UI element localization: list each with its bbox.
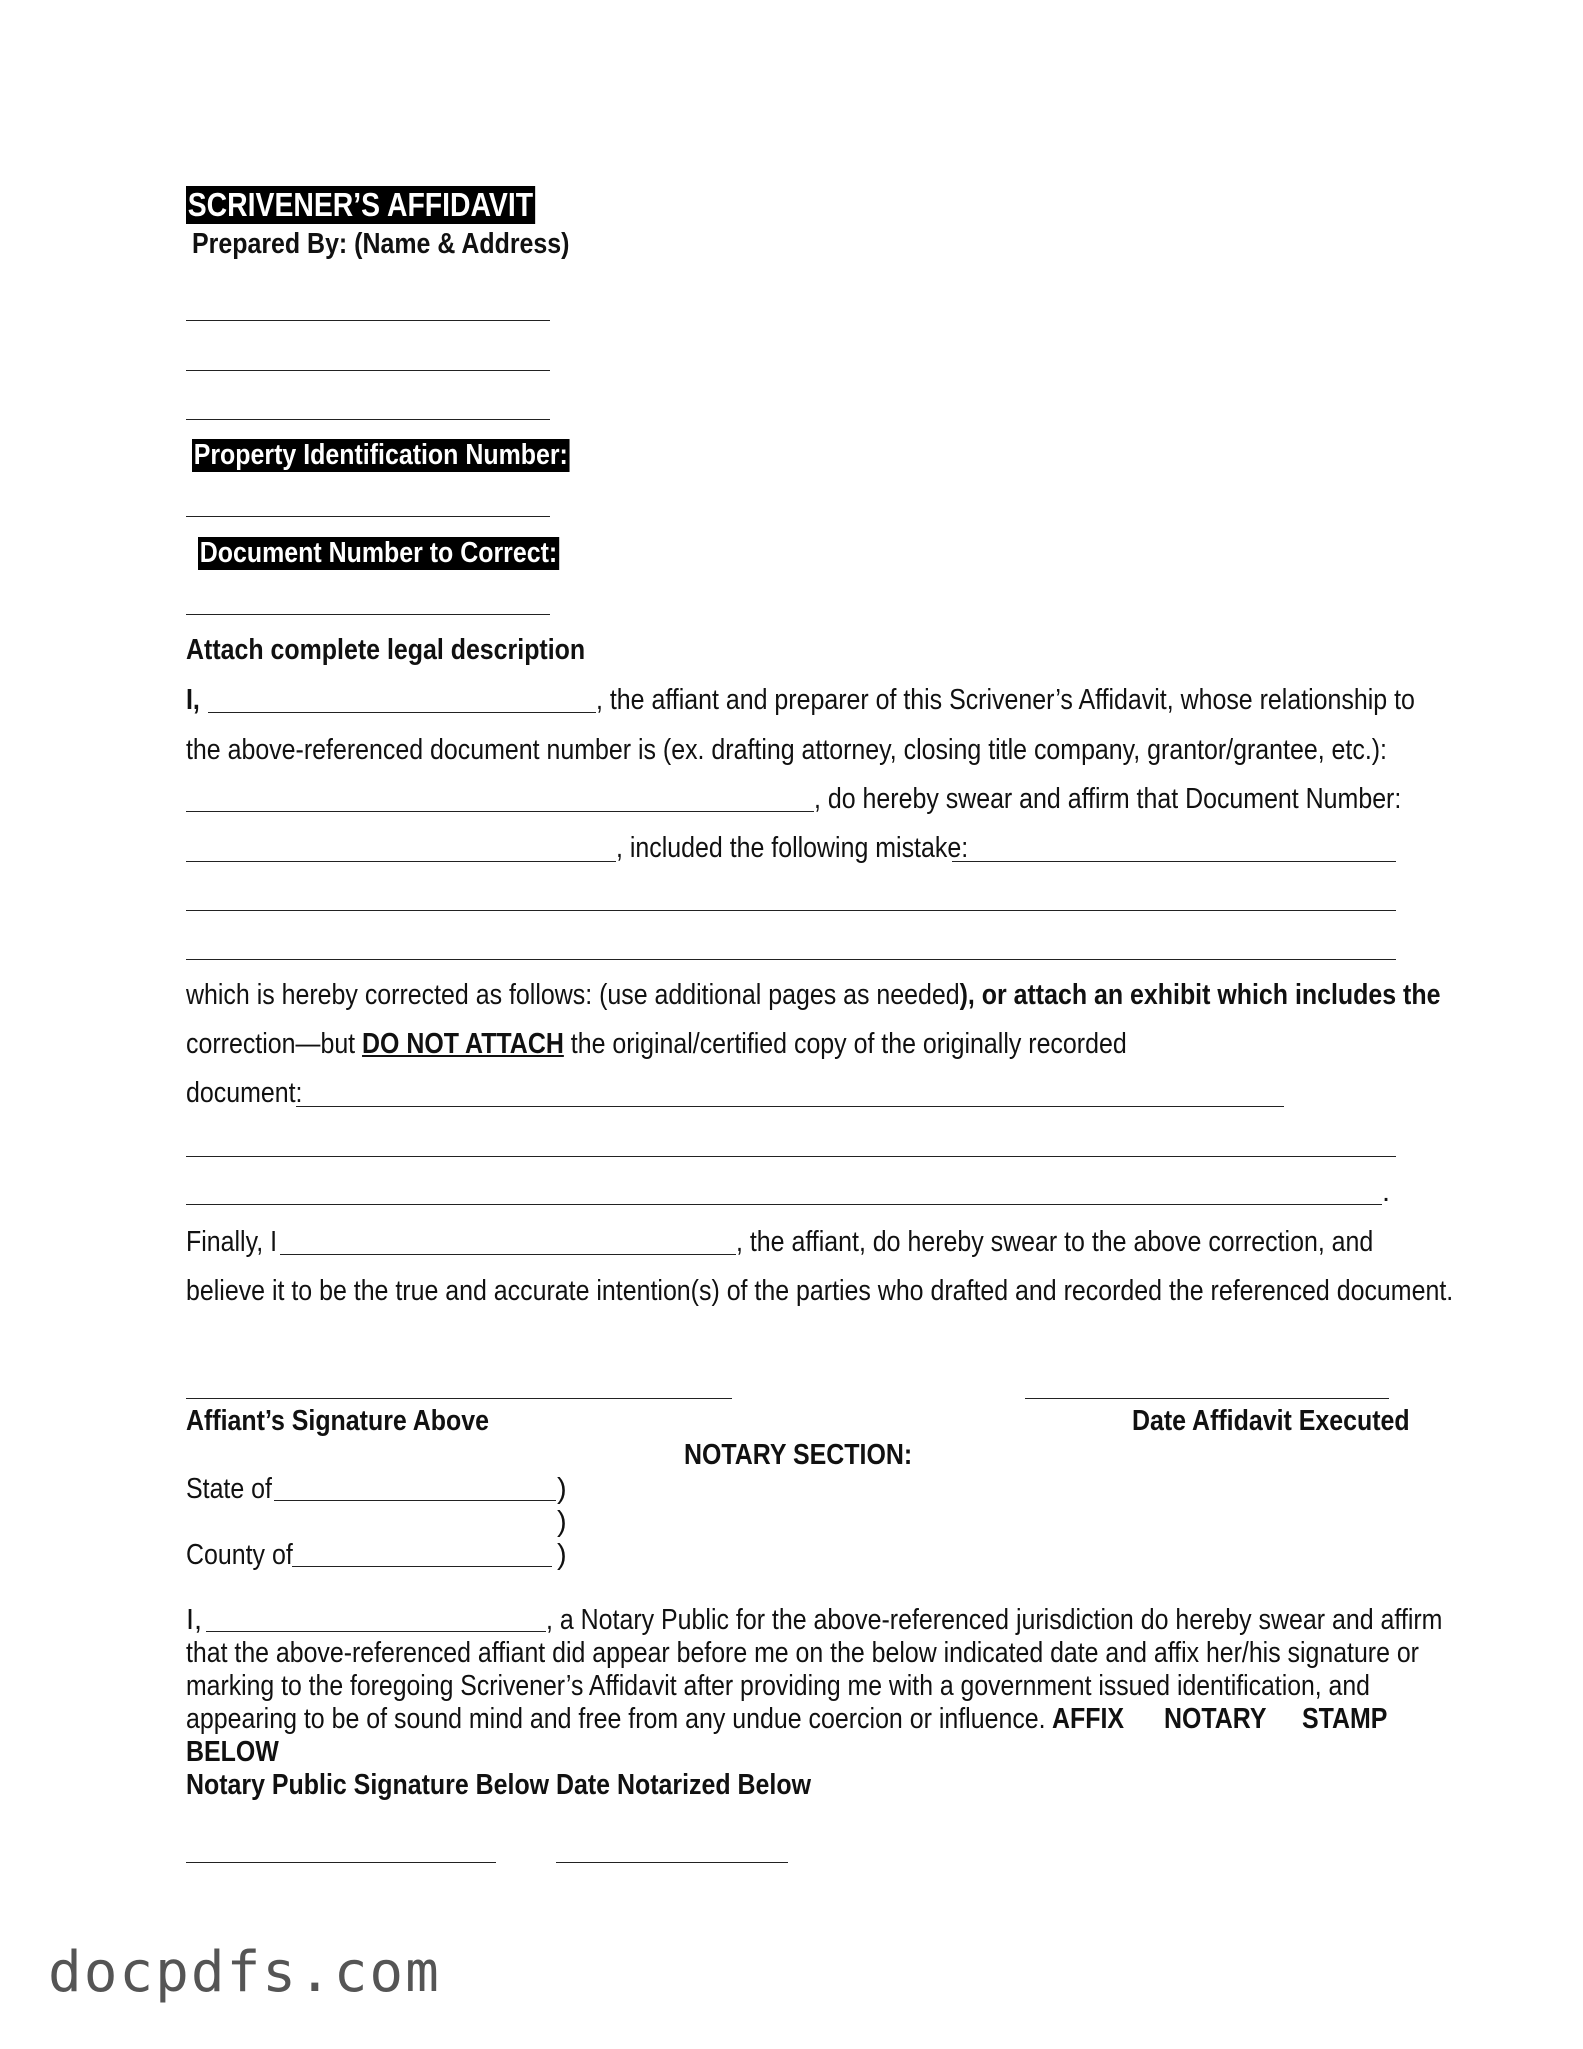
correction-period: . bbox=[1382, 1176, 1391, 1208]
affix-stamp-4: BELOW bbox=[186, 1736, 279, 1768]
pin-label: Property Identification Number: bbox=[193, 439, 568, 471]
notary-para-line-4: appearing to be of sound mind and free from any undue coercion or influence. bbox=[186, 1703, 1046, 1735]
finally-text: Finally, I bbox=[186, 1226, 278, 1258]
finally-line-2: believe it to be the true and accurate intention(s) of the parties who drafted and recorded the referenced document. bbox=[186, 1275, 1454, 1307]
prepared-by-line-2[interactable] bbox=[186, 370, 550, 371]
prepared-by-line-1[interactable] bbox=[186, 320, 550, 321]
date-executed-label: Date Affidavit Executed bbox=[1132, 1405, 1410, 1437]
mistake-line-1[interactable] bbox=[952, 861, 1396, 862]
state-line[interactable] bbox=[274, 1500, 556, 1501]
correction-fill-3[interactable] bbox=[186, 1204, 1382, 1205]
notary-heading: NOTARY SECTION: bbox=[684, 1439, 913, 1471]
notary-signature-label: Notary Public Signature Below bbox=[186, 1769, 550, 1801]
mistake-line-3[interactable] bbox=[186, 959, 1396, 960]
state-paren: ) bbox=[557, 1473, 567, 1505]
attach-note: Attach complete legal description bbox=[186, 634, 586, 666]
document-number-line[interactable] bbox=[186, 861, 616, 862]
notary-signature-line[interactable] bbox=[186, 1862, 496, 1863]
body-line-3: , do hereby swear and affirm that Document Number: bbox=[814, 783, 1402, 815]
body-line-4: , included the following mistake: bbox=[616, 832, 969, 864]
date-executed-line[interactable] bbox=[1025, 1398, 1389, 1399]
notary-i-label: I, bbox=[186, 1604, 203, 1636]
state-label: State of bbox=[186, 1473, 272, 1505]
correction-fill-2[interactable] bbox=[186, 1156, 1396, 1157]
prepared-by-label: Prepared By: (Name & Address) bbox=[192, 228, 570, 260]
affix-stamp-3: STAMP bbox=[1302, 1703, 1388, 1735]
document-title: SCRIVENER’S AFFIDAVIT bbox=[187, 186, 534, 223]
county-line[interactable] bbox=[292, 1566, 552, 1567]
doc-number-line[interactable] bbox=[186, 614, 550, 615]
notary-name-line[interactable] bbox=[206, 1631, 546, 1632]
correction-line-2: correction—but DO NOT ATTACH the original/certified copy of the originally recorded bbox=[186, 1028, 1127, 1060]
correction-line-3: document: bbox=[186, 1077, 303, 1109]
date-notarized-label: Date Notarized Below bbox=[556, 1769, 811, 1801]
pin-line[interactable] bbox=[186, 516, 550, 517]
county-paren: ) bbox=[557, 1539, 567, 1571]
affiant-signature-line[interactable] bbox=[186, 1398, 732, 1399]
finally-name-line[interactable] bbox=[280, 1254, 736, 1255]
date-notarized-line[interactable] bbox=[556, 1862, 788, 1863]
watermark: docpdfs.com bbox=[48, 1940, 441, 2005]
affiant-signature-label: Affiant’s Signature Above bbox=[186, 1405, 490, 1437]
middle-paren: ) bbox=[557, 1506, 567, 1538]
finally-text-2: , the affiant, do hereby swear to the above correction, and bbox=[736, 1226, 1374, 1258]
doc-number-label: Document Number to Correct: bbox=[199, 537, 558, 569]
correction-line-1: which is hereby corrected as follows: (use additional pages as needed), or attach an exhibit which includes the bbox=[186, 979, 1441, 1011]
correction-fill-1[interactable] bbox=[296, 1106, 1284, 1107]
affiant-i-label: I, bbox=[186, 684, 200, 716]
body-line-2: the above-referenced document number is (ex. drafting attorney, closing title company, grantor/grantee, etc.): bbox=[186, 734, 1387, 766]
county-label: County of bbox=[186, 1539, 293, 1571]
affix-stamp-1: AFFIX bbox=[1052, 1703, 1125, 1735]
affix-stamp-2: NOTARY bbox=[1164, 1703, 1267, 1735]
body-line-1: , the affiant and preparer of this Scrivener’s Affidavit, whose relationship to bbox=[596, 684, 1415, 716]
prepared-by-line-3[interactable] bbox=[186, 419, 550, 420]
mistake-line-2[interactable] bbox=[186, 910, 1396, 911]
relationship-line[interactable] bbox=[186, 811, 814, 812]
affiant-name-line[interactable] bbox=[208, 712, 596, 713]
notary-para-line-1: , a Notary Public for the above-referenced jurisdiction do hereby swear and affirm bbox=[546, 1604, 1443, 1636]
notary-para-line-2: that the above-referenced affiant did appear before me on the below indicated date and affix her/his signature or bbox=[186, 1637, 1419, 1669]
notary-para-line-3: marking to the foregoing Scrivener’s Affidavit after providing me with a government issued identification, and bbox=[186, 1670, 1370, 1702]
